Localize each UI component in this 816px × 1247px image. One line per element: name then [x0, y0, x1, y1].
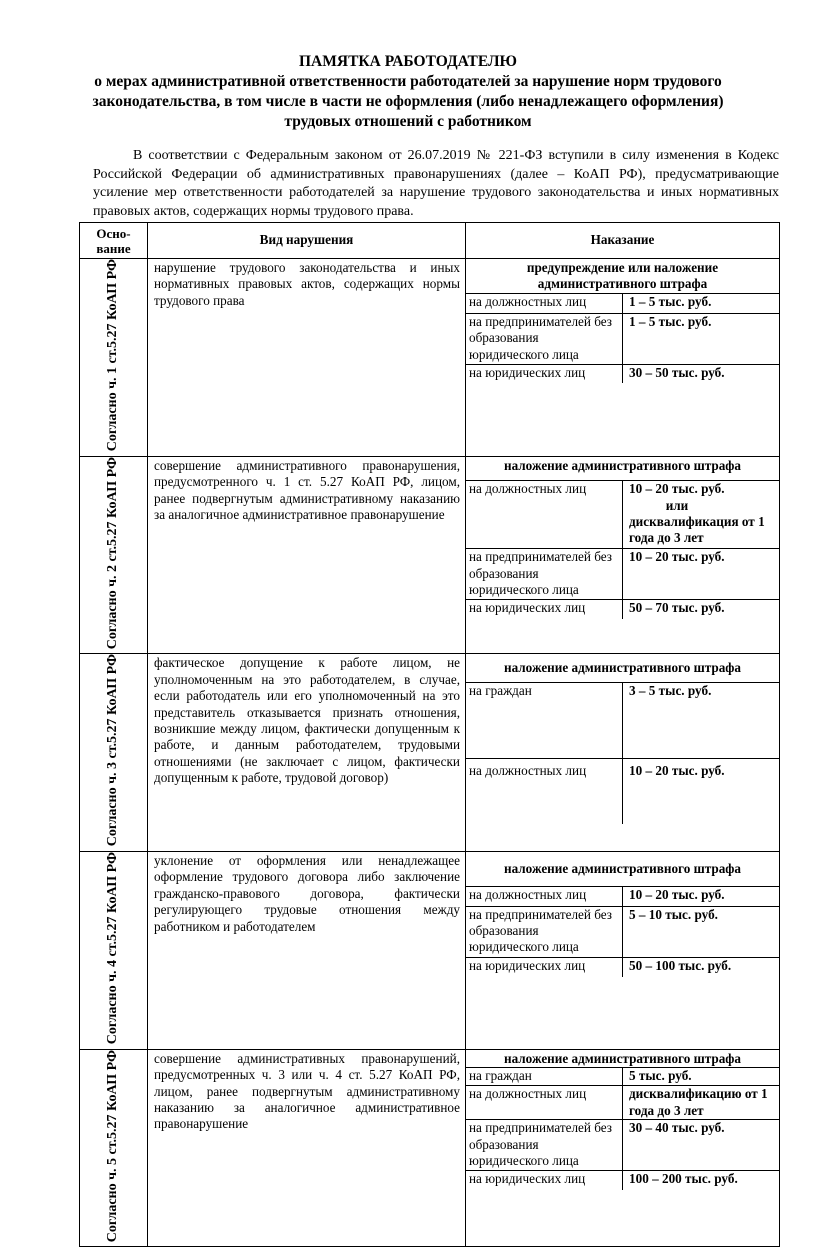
violation-cell: уклонение от оформления или ненадлежащее оформление трудового договора либо заключение гражданско-правового договора, фактически регулирующего трудовые отношения между работником и работодателем	[148, 852, 466, 1050]
penalty-subject: на должностных лиц	[466, 1086, 623, 1120]
title-line-3: законодательства, в том числе в части не оформления (либо ненадлежащего оформления)	[92, 93, 724, 110]
header-violation: Вид нарушения	[148, 223, 466, 259]
penalty-subject: на граждан	[466, 682, 623, 758]
penalty-subject: на юридических лиц	[466, 1171, 623, 1190]
penalty-amount: 100 – 200 тыс. руб.	[629, 1171, 738, 1187]
basis-text: Согласно ч. 2 ст.5.27 КоАП РФ	[105, 456, 121, 649]
basis-text: Согласно ч. 1 ст.5.27 КоАП РФ	[105, 259, 121, 452]
penalty-amount: 50 – 70 тыс. руб.	[629, 600, 725, 616]
penalty-amount: 10 – 20 тыс. руб.	[623, 886, 780, 906]
punishment-cell	[466, 259, 780, 457]
violation-cell: нарушение трудового законодательства и иных нормативных правовых актов, содержащих нормы трудового права	[148, 259, 466, 457]
header-punishment: Наказание	[466, 223, 780, 259]
basis-text: Согласно ч. 5 ст.5.27 КоАП РФ	[105, 1049, 121, 1243]
punishment-cell	[466, 654, 780, 852]
punishment-cell	[466, 456, 780, 654]
table-row	[80, 654, 780, 852]
penalty-amount-or: или	[665, 497, 689, 513]
basis-cell	[80, 852, 148, 1050]
violation-cell: фактическое допущение к работе лицом, не уполномоченным на это работодателем, в случае, если работодатель или его уполномоченный на это представитель отказывается признать отношения, возникшие между лицом, фактически допущенным к работе, и данным работодателем, трудовыми отношениями (не заключает с лицом, фактически допущенным к работе, трудовой договор)	[148, 654, 466, 852]
title-line-1: ПАМЯТКА РАБОТОДАТЕЛЮ	[299, 53, 517, 70]
penalty-amount: 50 – 100 тыс. руб.	[629, 957, 732, 973]
intro-paragraph: В соответствии с Федеральным законом от 26.07.2019 № 221-ФЗ вступили в силу изменения в Кодекс Российской Федерации об административных правонарушениях (далее – КоАП РФ), предусматривающие усиление мер ответственности работодателей за нарушение трудового законодательства и иных нормативных правовых актов, содержащих нормы трудового права.	[93, 148, 779, 219]
basis-cell	[80, 654, 148, 852]
penalty-subject: на юридических лиц	[466, 600, 623, 619]
penalty-subject: на предпринимателей без образования юридического лица	[466, 906, 623, 957]
table-row	[80, 852, 780, 1050]
punishment-type: наложение административного штрафа	[466, 457, 779, 481]
penalty-amount-extra: дисквалификация от 1 года до 3 лет	[629, 514, 765, 546]
penalty-subject: на должностных лиц	[466, 758, 623, 824]
punishment-type: наложение административного штрафа	[466, 852, 779, 886]
header-basis-line1: Осно-	[96, 225, 131, 241]
penalty-subject: на должностных лиц	[466, 886, 623, 906]
penalty-subject: на предпринимателей без образования юридического лица	[466, 1120, 623, 1171]
document-title	[60, 52, 756, 132]
violation-cell: совершение административных правонарушений, предусмотренных ч. 3 или ч. 4 ст. 5.27 КоАП РФ, лицом, ранее подвергнутым административному наказанию за аналогичное административное правонарушение	[148, 1049, 466, 1247]
penalty-table	[79, 222, 780, 1247]
table-row	[80, 259, 780, 457]
punishment-type: наложение административного штрафа	[466, 1050, 779, 1068]
basis-text: Согласно ч. 3 ст.5.27 КоАП РФ	[105, 654, 121, 847]
penalty-amount: дисквалификацию от 1 года до 3 лет	[623, 1086, 780, 1120]
basis-text: Согласно ч. 4 ст.5.27 КоАП РФ	[105, 852, 121, 1045]
punishment-cell	[466, 1049, 780, 1247]
table-header-row	[80, 223, 780, 259]
title-line-2: о мерах административной ответственности работодателей за нарушение норм трудового	[94, 73, 722, 90]
penalty-amount: 10 – 20 тыс. руб.	[629, 762, 725, 778]
penalty-amount: 1 – 5 тыс. руб.	[623, 293, 780, 313]
penalty-amount: 10 – 20 тыс. руб.	[623, 549, 780, 600]
basis-cell	[80, 1049, 148, 1247]
header-basis	[80, 223, 148, 259]
violation-cell: совершение административного правонарушения, предусмотренного ч. 1 ст. 5.27 КоАП РФ, лицом, ранее подвергнутым административному наказанию за аналогичное административное правонарушение	[148, 456, 466, 654]
penalty-subject: на юридических лиц	[466, 364, 623, 383]
punishment-cell	[466, 852, 780, 1050]
table-row	[80, 1049, 780, 1247]
penalty-subject: на предпринимателей без образования юридического лица	[466, 549, 623, 600]
title-line-4: трудовых отношений с работником	[284, 113, 532, 130]
penalty-amount: 30 – 50 тыс. руб.	[629, 364, 725, 380]
table-row	[80, 456, 780, 654]
basis-cell	[80, 456, 148, 654]
penalty-subject: на должностных лиц	[466, 293, 623, 313]
basis-cell	[80, 259, 148, 457]
penalty-subject: на юридических лиц	[466, 957, 623, 977]
penalty-amount: 5 – 10 тыс. руб.	[623, 906, 780, 957]
punishment-type: наложение административного штрафа	[466, 654, 779, 682]
penalty-subject: на граждан	[466, 1068, 623, 1086]
penalty-subject: на должностных лиц	[466, 481, 623, 549]
penalty-amount: 1 – 5 тыс. руб.	[623, 313, 780, 364]
penalty-subject: на предпринимателей без образования юридического лица	[466, 313, 623, 364]
punishment-type: предупреждение или наложение административного штрафа	[466, 259, 779, 293]
penalty-amount-main: 10 – 20 тыс. руб.	[629, 481, 725, 497]
header-basis-line2: вание	[96, 240, 131, 256]
penalty-amount	[623, 481, 780, 549]
penalty-amount: 30 – 40 тыс. руб.	[623, 1120, 780, 1171]
penalty-amount: 3 – 5 тыс. руб.	[623, 682, 780, 758]
penalty-amount: 5 тыс. руб.	[623, 1068, 780, 1086]
